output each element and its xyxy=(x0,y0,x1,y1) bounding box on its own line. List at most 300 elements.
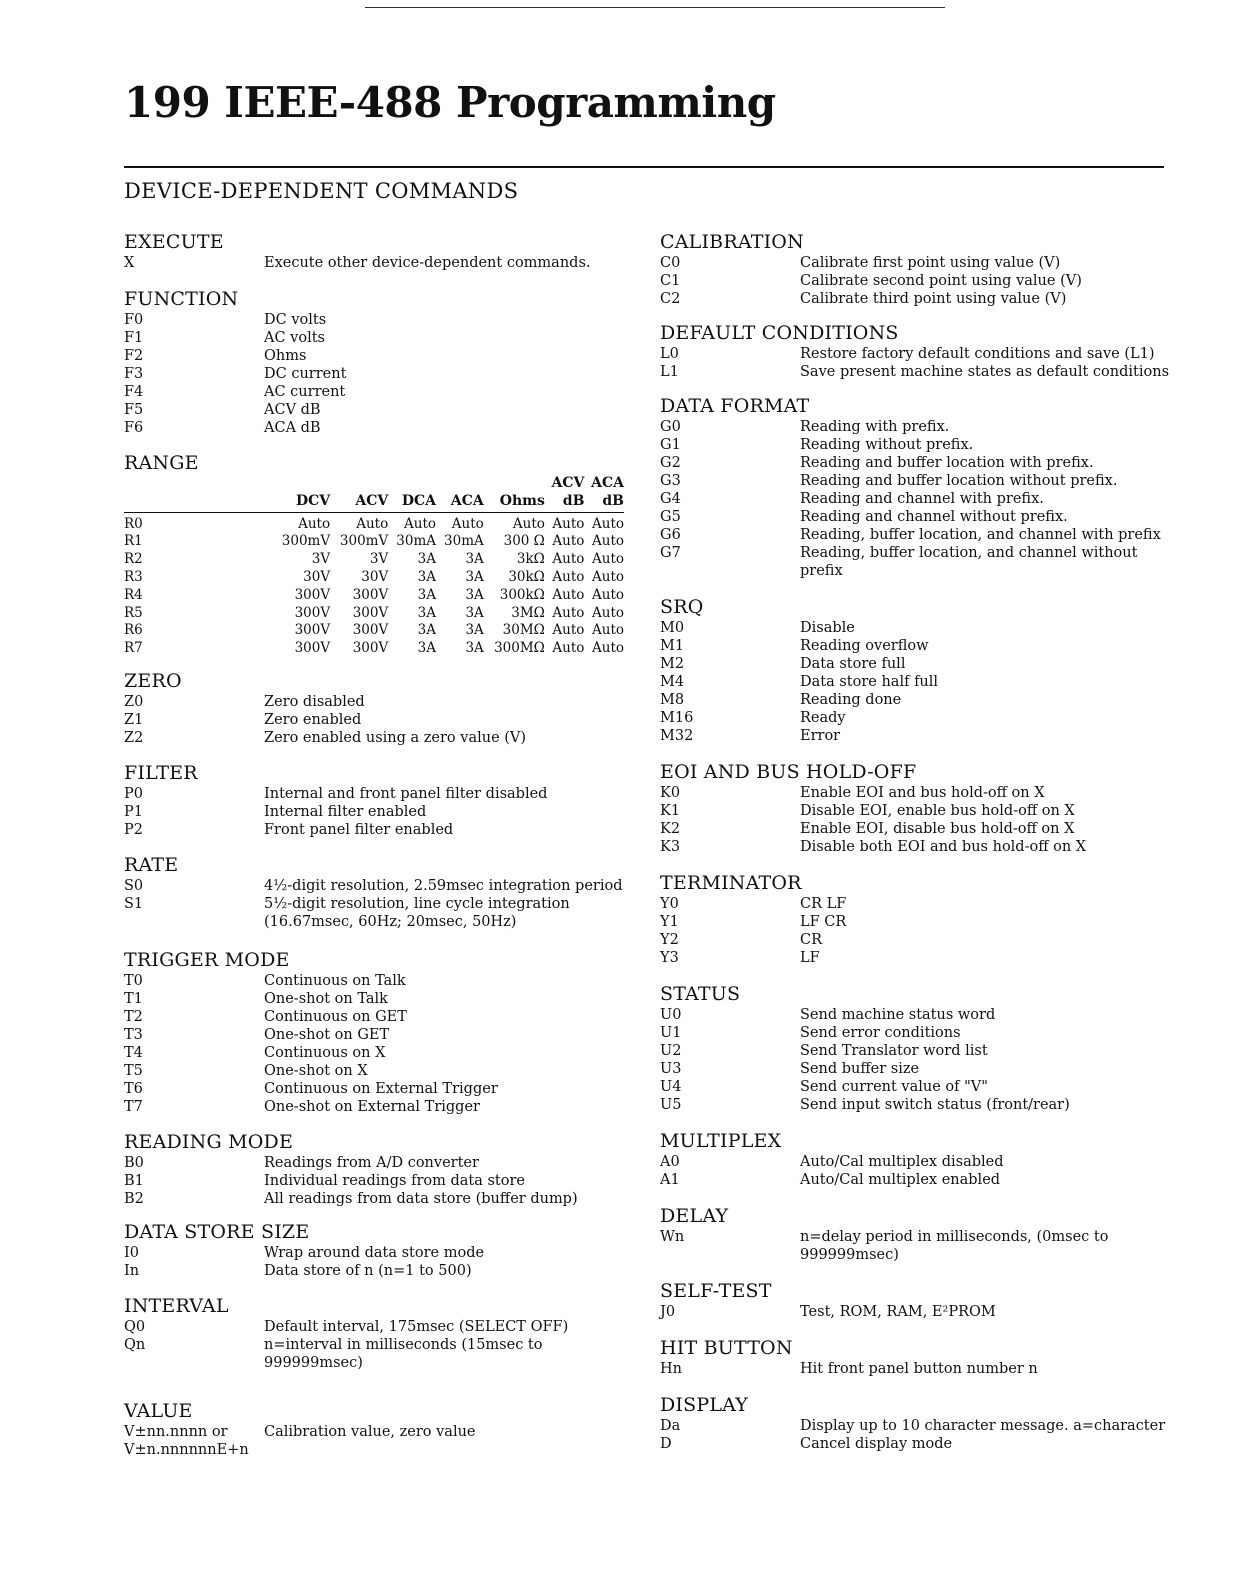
command-row xyxy=(660,931,1200,949)
range-table-row xyxy=(124,475,624,493)
command-row xyxy=(660,1246,1200,1264)
section-heading: CALIBRATION xyxy=(660,231,804,253)
command-description: 4½-digit resolution, 2.59msec integration period xyxy=(264,877,623,894)
command-code: P0 xyxy=(124,785,143,802)
range-cell: Auto xyxy=(552,533,585,550)
command-row xyxy=(124,1318,624,1336)
command-description: Reading overflow xyxy=(800,638,929,654)
command-code: G2 xyxy=(660,455,681,471)
command-description: Data store half full xyxy=(800,674,939,690)
command-row xyxy=(124,729,624,747)
command-code: Z1 xyxy=(124,711,144,728)
command-row xyxy=(124,913,624,931)
section-heading: TERMINATOR xyxy=(660,872,802,894)
command-description: n=interval in milliseconds (15msec to xyxy=(264,1336,543,1353)
command-row xyxy=(124,711,624,729)
command-code: Da xyxy=(660,1418,681,1434)
range-cell: R6 xyxy=(124,622,143,639)
command-row xyxy=(124,1008,624,1026)
command-code: P1 xyxy=(124,803,143,820)
command-row xyxy=(660,1435,1200,1453)
section-heading: RANGE xyxy=(124,452,199,474)
command-row xyxy=(124,1354,624,1372)
range-header-cell: ACA xyxy=(591,475,624,491)
command-row xyxy=(660,490,1200,508)
command-code: T7 xyxy=(124,1098,143,1115)
range-cell: 300mV xyxy=(281,533,331,550)
section-function xyxy=(124,288,624,437)
range-cell: Auto xyxy=(592,586,624,603)
command-code: U2 xyxy=(660,1043,682,1059)
command-row xyxy=(660,637,1200,655)
command-code: T2 xyxy=(124,1008,143,1025)
section-heading: SELF-TEST xyxy=(660,1280,772,1302)
command-description: Reading and buffer location without prefix. xyxy=(800,473,1118,489)
command-code xyxy=(124,1354,264,1372)
section-reading-mode xyxy=(124,1131,624,1208)
range-cell: R7 xyxy=(124,640,143,657)
command-row xyxy=(660,1228,1200,1246)
range-cell: Auto xyxy=(592,604,624,621)
range-table-row xyxy=(124,493,624,512)
range-table-row xyxy=(124,512,624,533)
command-row xyxy=(660,418,1200,436)
section-heading: HIT BUTTON xyxy=(660,1337,793,1359)
range-cell: 3A xyxy=(465,640,484,657)
command-row xyxy=(660,345,1200,363)
command-row xyxy=(124,1244,624,1262)
range-header-cell: ACA xyxy=(436,493,484,512)
command-code: I0 xyxy=(124,1244,139,1261)
command-row xyxy=(124,1026,624,1044)
range-cell: Auto xyxy=(552,551,585,568)
command-description: Send input switch status (front/rear) xyxy=(800,1097,1070,1113)
command-row xyxy=(660,1303,1200,1321)
section-heading: EXECUTE xyxy=(124,231,224,253)
range-cell: 3A xyxy=(465,622,484,639)
section-range xyxy=(124,452,624,658)
command-row xyxy=(660,673,1200,691)
section-heading: DEFAULT CONDITIONS xyxy=(660,322,899,344)
command-row xyxy=(124,1441,624,1459)
command-row xyxy=(124,821,624,839)
command-description: Send buffer size xyxy=(800,1061,920,1077)
command-description: Continuous on Talk xyxy=(264,972,406,989)
command-code: C0 xyxy=(660,255,681,271)
section-heading: MULTIPLEX xyxy=(660,1130,782,1152)
command-code: L1 xyxy=(660,364,679,380)
range-cell: Auto xyxy=(592,533,624,550)
command-code: U5 xyxy=(660,1097,682,1113)
section-zero xyxy=(124,670,624,747)
command-description: One-shot on Talk xyxy=(264,990,388,1007)
command-row xyxy=(660,655,1200,673)
command-code: F3 xyxy=(124,366,144,382)
command-description: LF xyxy=(800,950,820,966)
command-code: B2 xyxy=(124,1190,144,1207)
command-code: V±n.nnnnnnE+n xyxy=(124,1441,249,1458)
command-description: Display up to 10 character message. a=character xyxy=(800,1418,1166,1434)
command-row xyxy=(660,1171,1200,1189)
right-column xyxy=(660,231,1200,1453)
command-code: Hn xyxy=(660,1361,682,1377)
range-cell: Auto xyxy=(592,515,624,532)
command-description: 5½-digit resolution, line cycle integration xyxy=(264,895,570,912)
command-row xyxy=(660,272,1200,290)
range-cell: 30mA xyxy=(444,533,484,550)
range-cell: Auto xyxy=(552,568,585,585)
command-row xyxy=(660,802,1200,820)
command-code: U4 xyxy=(660,1079,682,1095)
command-code: T4 xyxy=(124,1044,143,1061)
range-cell: 300V xyxy=(352,640,389,657)
command-description: Cancel display mode xyxy=(800,1436,953,1452)
command-description: Disable xyxy=(800,620,855,636)
command-code: G0 xyxy=(660,419,681,435)
range-cell: Auto xyxy=(451,515,484,532)
command-description: (16.67msec, 60Hz; 20msec, 50Hz) xyxy=(264,913,517,930)
command-code: B0 xyxy=(124,1154,144,1171)
command-description: Send error conditions xyxy=(800,1025,961,1041)
section-delay xyxy=(660,1205,1200,1264)
section-terminator xyxy=(660,872,1200,967)
range-cell: Auto xyxy=(552,622,585,639)
command-row xyxy=(124,693,624,711)
command-description: Continuous on GET xyxy=(264,1008,407,1025)
section-heading: TRIGGER MODE xyxy=(124,948,290,971)
command-description: One-shot on X xyxy=(264,1062,368,1079)
range-header-cell xyxy=(272,475,330,493)
range-cell: 3V xyxy=(369,551,389,568)
command-description: ACA dB xyxy=(264,420,321,436)
command-code: J0 xyxy=(660,1304,676,1320)
command-description: 999999msec) xyxy=(800,1247,899,1263)
range-cell: Auto xyxy=(512,515,545,532)
command-description: Default interval, 175msec (SELECT OFF) xyxy=(264,1318,569,1335)
command-description: Execute other device-dependent commands. xyxy=(264,255,591,271)
command-row xyxy=(124,347,624,365)
command-code: T0 xyxy=(124,972,143,989)
command-code: M4 xyxy=(660,674,685,690)
command-code: G6 xyxy=(660,527,681,543)
range-table xyxy=(124,475,624,658)
range-cell: 3A xyxy=(465,586,484,603)
command-row xyxy=(124,1262,624,1280)
command-description: Reading and channel without prefix. xyxy=(800,509,1068,525)
range-cell: 300kΩ xyxy=(499,586,545,603)
range-cell: 300mV xyxy=(339,533,389,550)
command-code: C1 xyxy=(660,273,681,289)
range-cell: 300V xyxy=(294,586,331,603)
range-cell: Auto xyxy=(552,586,585,603)
section-heading: INTERVAL xyxy=(124,1294,229,1317)
command-code: Qn xyxy=(124,1336,146,1353)
command-row xyxy=(124,972,624,990)
command-row xyxy=(660,544,1200,562)
range-cell: R0 xyxy=(124,515,143,532)
command-code: F2 xyxy=(124,348,144,364)
command-description: Disable both EOI and bus hold-off on X xyxy=(800,839,1087,855)
command-code: In xyxy=(124,1262,140,1279)
command-description: Calibrate first point using value (V) xyxy=(800,255,1061,271)
range-header-cell xyxy=(484,475,545,493)
command-code: T3 xyxy=(124,1026,143,1043)
command-description: DC volts xyxy=(264,312,327,328)
command-description: Data store full xyxy=(800,656,906,672)
command-code: G3 xyxy=(660,473,681,489)
section-heading: RATE xyxy=(124,853,179,876)
left-column xyxy=(124,231,624,1459)
command-row xyxy=(660,1417,1200,1435)
command-row xyxy=(660,363,1200,381)
command-description: CR xyxy=(800,932,823,948)
command-code: A0 xyxy=(660,1154,680,1170)
command-code: V±nn.nnnn or xyxy=(124,1423,228,1440)
range-header-cell xyxy=(124,493,272,512)
command-row xyxy=(124,895,624,913)
command-description: Reading and channel with prefix. xyxy=(800,491,1044,507)
command-description: Reading without prefix. xyxy=(800,437,974,453)
range-header-cell xyxy=(124,475,272,493)
command-description: Hit front panel button number n xyxy=(800,1361,1038,1377)
command-code: D xyxy=(660,1436,672,1452)
range-cell: 3A xyxy=(417,551,436,568)
command-code: K0 xyxy=(660,785,681,801)
command-row xyxy=(124,990,624,1008)
command-code: M2 xyxy=(660,656,685,672)
command-description: CR LF xyxy=(800,896,847,912)
range-table-row xyxy=(124,533,624,551)
range-cell: 300V xyxy=(352,586,389,603)
range-cell: 300V xyxy=(294,640,331,657)
command-row xyxy=(124,311,624,329)
range-cell: Auto xyxy=(592,640,624,657)
command-row xyxy=(660,1006,1200,1024)
command-code: M8 xyxy=(660,692,685,708)
command-row xyxy=(660,508,1200,526)
command-row xyxy=(660,820,1200,838)
section-srq xyxy=(660,596,1200,745)
range-header-cell xyxy=(330,475,388,493)
command-description: Enable EOI, disable bus hold-off on X xyxy=(800,821,1075,837)
section-heading: DISPLAY xyxy=(660,1394,749,1416)
section-eoi-and-bus-hold-off xyxy=(660,761,1200,856)
section-status xyxy=(660,983,1200,1114)
command-code: F0 xyxy=(124,312,144,328)
page-subtitle: DEVICE-DEPENDENT COMMANDS xyxy=(124,179,519,203)
range-header-cell: ACV xyxy=(551,475,585,491)
section-heading: DATA STORE SIZE xyxy=(124,1220,310,1243)
section-heading: FUNCTION xyxy=(124,288,239,310)
command-row xyxy=(660,784,1200,802)
command-row xyxy=(660,949,1200,967)
command-code: G5 xyxy=(660,509,681,525)
range-table-row xyxy=(124,605,624,623)
section-trigger-mode xyxy=(124,949,624,1116)
command-code xyxy=(660,562,800,580)
command-row xyxy=(660,838,1200,856)
command-description: Send Translator word list xyxy=(800,1043,988,1059)
section-calibration xyxy=(660,231,1200,308)
range-cell: 30mA xyxy=(396,533,436,550)
command-row xyxy=(660,895,1200,913)
command-code: G7 xyxy=(660,545,681,561)
command-code xyxy=(124,913,264,931)
section-heading: FILTER xyxy=(124,761,198,784)
range-cell: R3 xyxy=(124,568,143,585)
command-code: A1 xyxy=(660,1172,680,1188)
command-code: S1 xyxy=(124,895,144,912)
command-row xyxy=(124,1098,624,1116)
section-heading: ZERO xyxy=(124,669,182,692)
command-row xyxy=(660,1024,1200,1042)
command-code: F5 xyxy=(124,402,144,418)
command-code: F4 xyxy=(124,384,144,400)
range-cell: 3A xyxy=(465,604,484,621)
section-heading: DELAY xyxy=(660,1205,729,1227)
command-code: Z0 xyxy=(124,693,144,710)
command-description: Calibrate third point using value (V) xyxy=(800,291,1067,307)
command-description: AC volts xyxy=(264,330,326,346)
range-header-cell: dB xyxy=(584,493,624,512)
range-table-row xyxy=(124,640,624,658)
command-description: LF CR xyxy=(800,914,847,930)
section-value xyxy=(124,1400,624,1459)
range-cell: 3V xyxy=(311,551,331,568)
command-description: Zero disabled xyxy=(264,693,365,710)
command-description: Error xyxy=(800,728,841,744)
command-description: Restore factory default conditions and save (L1) xyxy=(800,346,1155,362)
command-description: ACV dB xyxy=(264,402,321,418)
command-description: Individual readings from data store xyxy=(264,1172,525,1189)
command-description: One-shot on External Trigger xyxy=(264,1098,480,1115)
command-description: 999999msec) xyxy=(264,1354,363,1371)
command-row xyxy=(660,254,1200,272)
range-cell: 30kΩ xyxy=(508,568,545,585)
command-row xyxy=(124,329,624,347)
range-cell: R2 xyxy=(124,551,143,568)
range-table-row xyxy=(124,551,624,569)
section-heading: READING MODE xyxy=(124,1130,294,1153)
command-code: Y0 xyxy=(660,896,679,912)
command-code: G1 xyxy=(660,437,681,453)
command-code: U0 xyxy=(660,1007,682,1023)
command-row xyxy=(660,1078,1200,1096)
command-row xyxy=(124,1062,624,1080)
command-description: Auto/Cal multiplex enabled xyxy=(800,1172,1001,1188)
range-cell: 300MΩ xyxy=(494,640,545,657)
command-description: Send machine status word xyxy=(800,1007,996,1023)
command-description: All readings from data store (buffer dump) xyxy=(264,1190,578,1207)
range-cell: 300V xyxy=(294,622,331,639)
section-multiplex xyxy=(660,1130,1200,1189)
section-heading: SRQ xyxy=(660,596,704,618)
command-row xyxy=(660,562,1200,580)
range-cell: R4 xyxy=(124,586,143,603)
range-cell: Auto xyxy=(552,515,585,532)
left-sections-bottom xyxy=(124,670,624,1459)
section-self-test xyxy=(660,1280,1200,1321)
command-description: Reading, buffer location, and channel with prefix xyxy=(800,527,1161,543)
command-row xyxy=(660,526,1200,544)
command-code: U1 xyxy=(660,1025,682,1041)
command-description xyxy=(264,1441,624,1459)
section-interval xyxy=(124,1295,624,1372)
range-header-cell: DCV xyxy=(272,493,330,512)
command-row xyxy=(660,472,1200,490)
range-header-cell: DCA xyxy=(388,493,436,512)
command-description: Internal and front panel filter disabled xyxy=(264,785,548,802)
section-rate xyxy=(124,854,624,931)
range-cell: 3A xyxy=(417,568,436,585)
command-row xyxy=(660,709,1200,727)
section-default-conditions xyxy=(660,322,1200,381)
command-code: Wn xyxy=(660,1229,685,1245)
command-description: Ready xyxy=(800,710,846,726)
section-heading: STATUS xyxy=(660,983,741,1005)
command-description: n=delay period in milliseconds, (0msec to xyxy=(800,1229,1109,1245)
command-code: Y3 xyxy=(660,950,679,966)
command-code: F1 xyxy=(124,330,144,346)
command-description: One-shot on GET xyxy=(264,1026,390,1043)
range-cell: Auto xyxy=(298,515,331,532)
command-description: Reading with prefix. xyxy=(800,419,950,435)
command-row xyxy=(660,691,1200,709)
command-description: Internal filter enabled xyxy=(264,803,427,820)
command-row xyxy=(660,1060,1200,1078)
range-cell: Auto xyxy=(356,515,389,532)
range-header-cell: ACV xyxy=(330,493,388,512)
range-table-row xyxy=(124,622,624,640)
command-row xyxy=(660,1096,1200,1114)
command-description: Reading done xyxy=(800,692,902,708)
command-row xyxy=(124,401,624,419)
title-rule xyxy=(124,166,1164,168)
range-cell: Auto xyxy=(552,640,585,657)
range-header-cell xyxy=(436,475,484,493)
range-cell: 3A xyxy=(417,640,436,657)
command-description: Zero enabled xyxy=(264,711,362,728)
range-cell: 30MΩ xyxy=(502,622,545,639)
command-code: K3 xyxy=(660,839,681,855)
command-code: M32 xyxy=(660,728,694,744)
command-code: T6 xyxy=(124,1080,143,1097)
command-description: Ohms xyxy=(264,348,307,364)
command-description: Enable EOI and bus hold-off on X xyxy=(800,785,1045,801)
range-header-cell: dB xyxy=(545,493,585,512)
command-row xyxy=(124,365,624,383)
left-sections-top xyxy=(124,231,624,437)
command-row xyxy=(124,803,624,821)
command-code: M0 xyxy=(660,620,685,636)
range-cell: 3MΩ xyxy=(511,604,545,621)
section-heading: VALUE xyxy=(124,1399,193,1422)
command-code: K2 xyxy=(660,821,681,837)
command-code: K1 xyxy=(660,803,681,819)
command-row xyxy=(124,1044,624,1062)
range-cell: Auto xyxy=(552,604,585,621)
command-row xyxy=(660,436,1200,454)
command-description: Calibrate second point using value (V) xyxy=(800,273,1082,289)
command-description: prefix xyxy=(800,563,843,579)
command-description: Calibration value, zero value xyxy=(264,1423,476,1440)
range-cell: 3A xyxy=(417,586,436,603)
command-code: U3 xyxy=(660,1061,682,1077)
command-description: Wrap around data store mode xyxy=(264,1244,485,1261)
command-code: Z2 xyxy=(124,729,144,746)
command-row xyxy=(124,1172,624,1190)
command-row xyxy=(660,727,1200,745)
